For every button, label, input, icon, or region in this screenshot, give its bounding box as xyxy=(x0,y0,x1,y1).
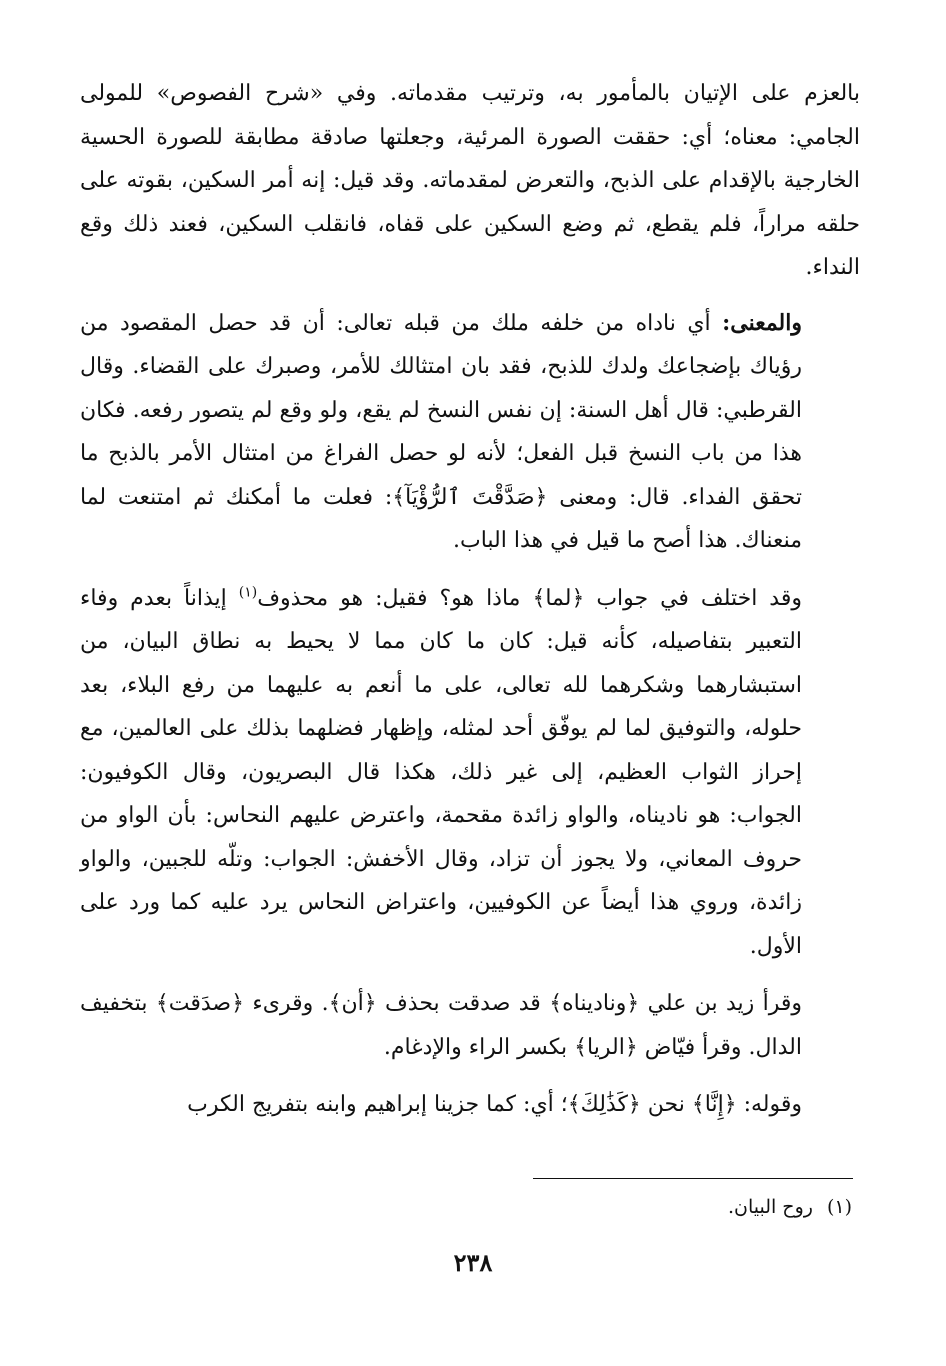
paragraph-4: وقرأ زيد بن علي ﴿وناديناه﴾ قد صدقت بحذف ﴿أن﴾. وقرىء ﴿صدَقت﴾ بتخفيف الدال. وقرأ فيّاض ﴿الريا﴾ بكسر الراء والإدغام. xyxy=(80,991,802,1060)
paragraph-2-continuation: وقال القرطبي: قال أهل السنة: إن نفس النسخ لم يقع، ولو وقع لم يتصور رفعه. فكان هذا من باب النسخ قبل الفعل؛ لأنه لو حصل الفراغ من امتثال الأمر بالذبح ما تحقق الفداء. قال: ومعنى ﴿صَدَّقْتَ ٱلرُّؤْيَآ﴾: فعلت ما أمكنك ثم امتنعت لما منعناك. هذا أصح ما قيل في هذا الباب. xyxy=(80,354,802,553)
paragraph-1: بالعزم على الإتيان بالمأمور به، وترتيب مقدماته. وفي «شرح الفصوص» للمولى الجامي: معناه؛ أي: حققت الصورة المرئية، وجعلتها صادقة مطابقة للصورة الحسية الخارجية بالإقدام على الذبح، والتعرض لمقدماته. وقد قيل: إنه أمر السكين، بقوته على حلقه مراراً، فلم يقطع، ثم وضع السكين على قفاه، فانقلب السكين، فعند ذلك وقع النداء. xyxy=(80,81,860,280)
paragraph-2-text: أي ناداه من خلفه ملك من قبله تعالى: أن قد حصل المقصود من رؤياك بإضجاعك ولدك للذبح، فقد بان امتثالك للأمر، وصبرك على القضاء. xyxy=(80,310,802,379)
paragraph-3-rest: إيذاناً بعدم وفاء التعبير بتفاصيله، كأنه قيل: كان ما كان مما لا يحيط به نطاق البيان، من استبشارهما وشكرهما لله تعالى، على ما أنعم به عليهما من رفع البلاء، بعد حلوله، والتوفيق لما لم يوفّق أحد لمثله، وإظهار فضلهما بذلك على العالمين، مع إحراز الثواب العظيم، إلى غير ذلك، هكذا قال البصريون، وقال الكوفيون: الجواب: هو ناديناه، والواو زائدة مقحمة، واعترض عليهم النحاس: بأن الواو من حروف المعاني، ولا يجوز أن تزاد، وقال الأخفش: الجواب: وتلّه للجبين، والواو زائدة، وروي هذا أيضاً عن الكوفيين، واعتراض النحاس يرد عليه كما ورد على الأول. xyxy=(80,585,802,959)
paragraph-3-start: وقد اختلف في جواب ﴿لما﴾ ماذا هو؟ فقيل: هو محذوف xyxy=(257,585,802,611)
footnote-separator xyxy=(533,1178,853,1179)
page-body xyxy=(80,72,860,1127)
paragraph-5: وقوله: ﴿إِنَّا﴾ نحن ﴿كَذَٰلِكَ﴾؛ أي: كما جزينا إبراهيم وابنه بتفريج الكرب xyxy=(187,1092,802,1117)
footnote-text: روح البيان. xyxy=(727,1196,813,1218)
page-number: ٢٣٨ xyxy=(453,1248,493,1277)
paragraph-3 xyxy=(80,577,860,969)
paragraph-2 xyxy=(80,302,860,563)
footnote-number: (١) xyxy=(826,1196,852,1218)
footnote-reference: (١) xyxy=(238,584,258,601)
paragraph-2-keyword: والمعنى: xyxy=(722,309,802,336)
footnote xyxy=(728,1196,852,1218)
